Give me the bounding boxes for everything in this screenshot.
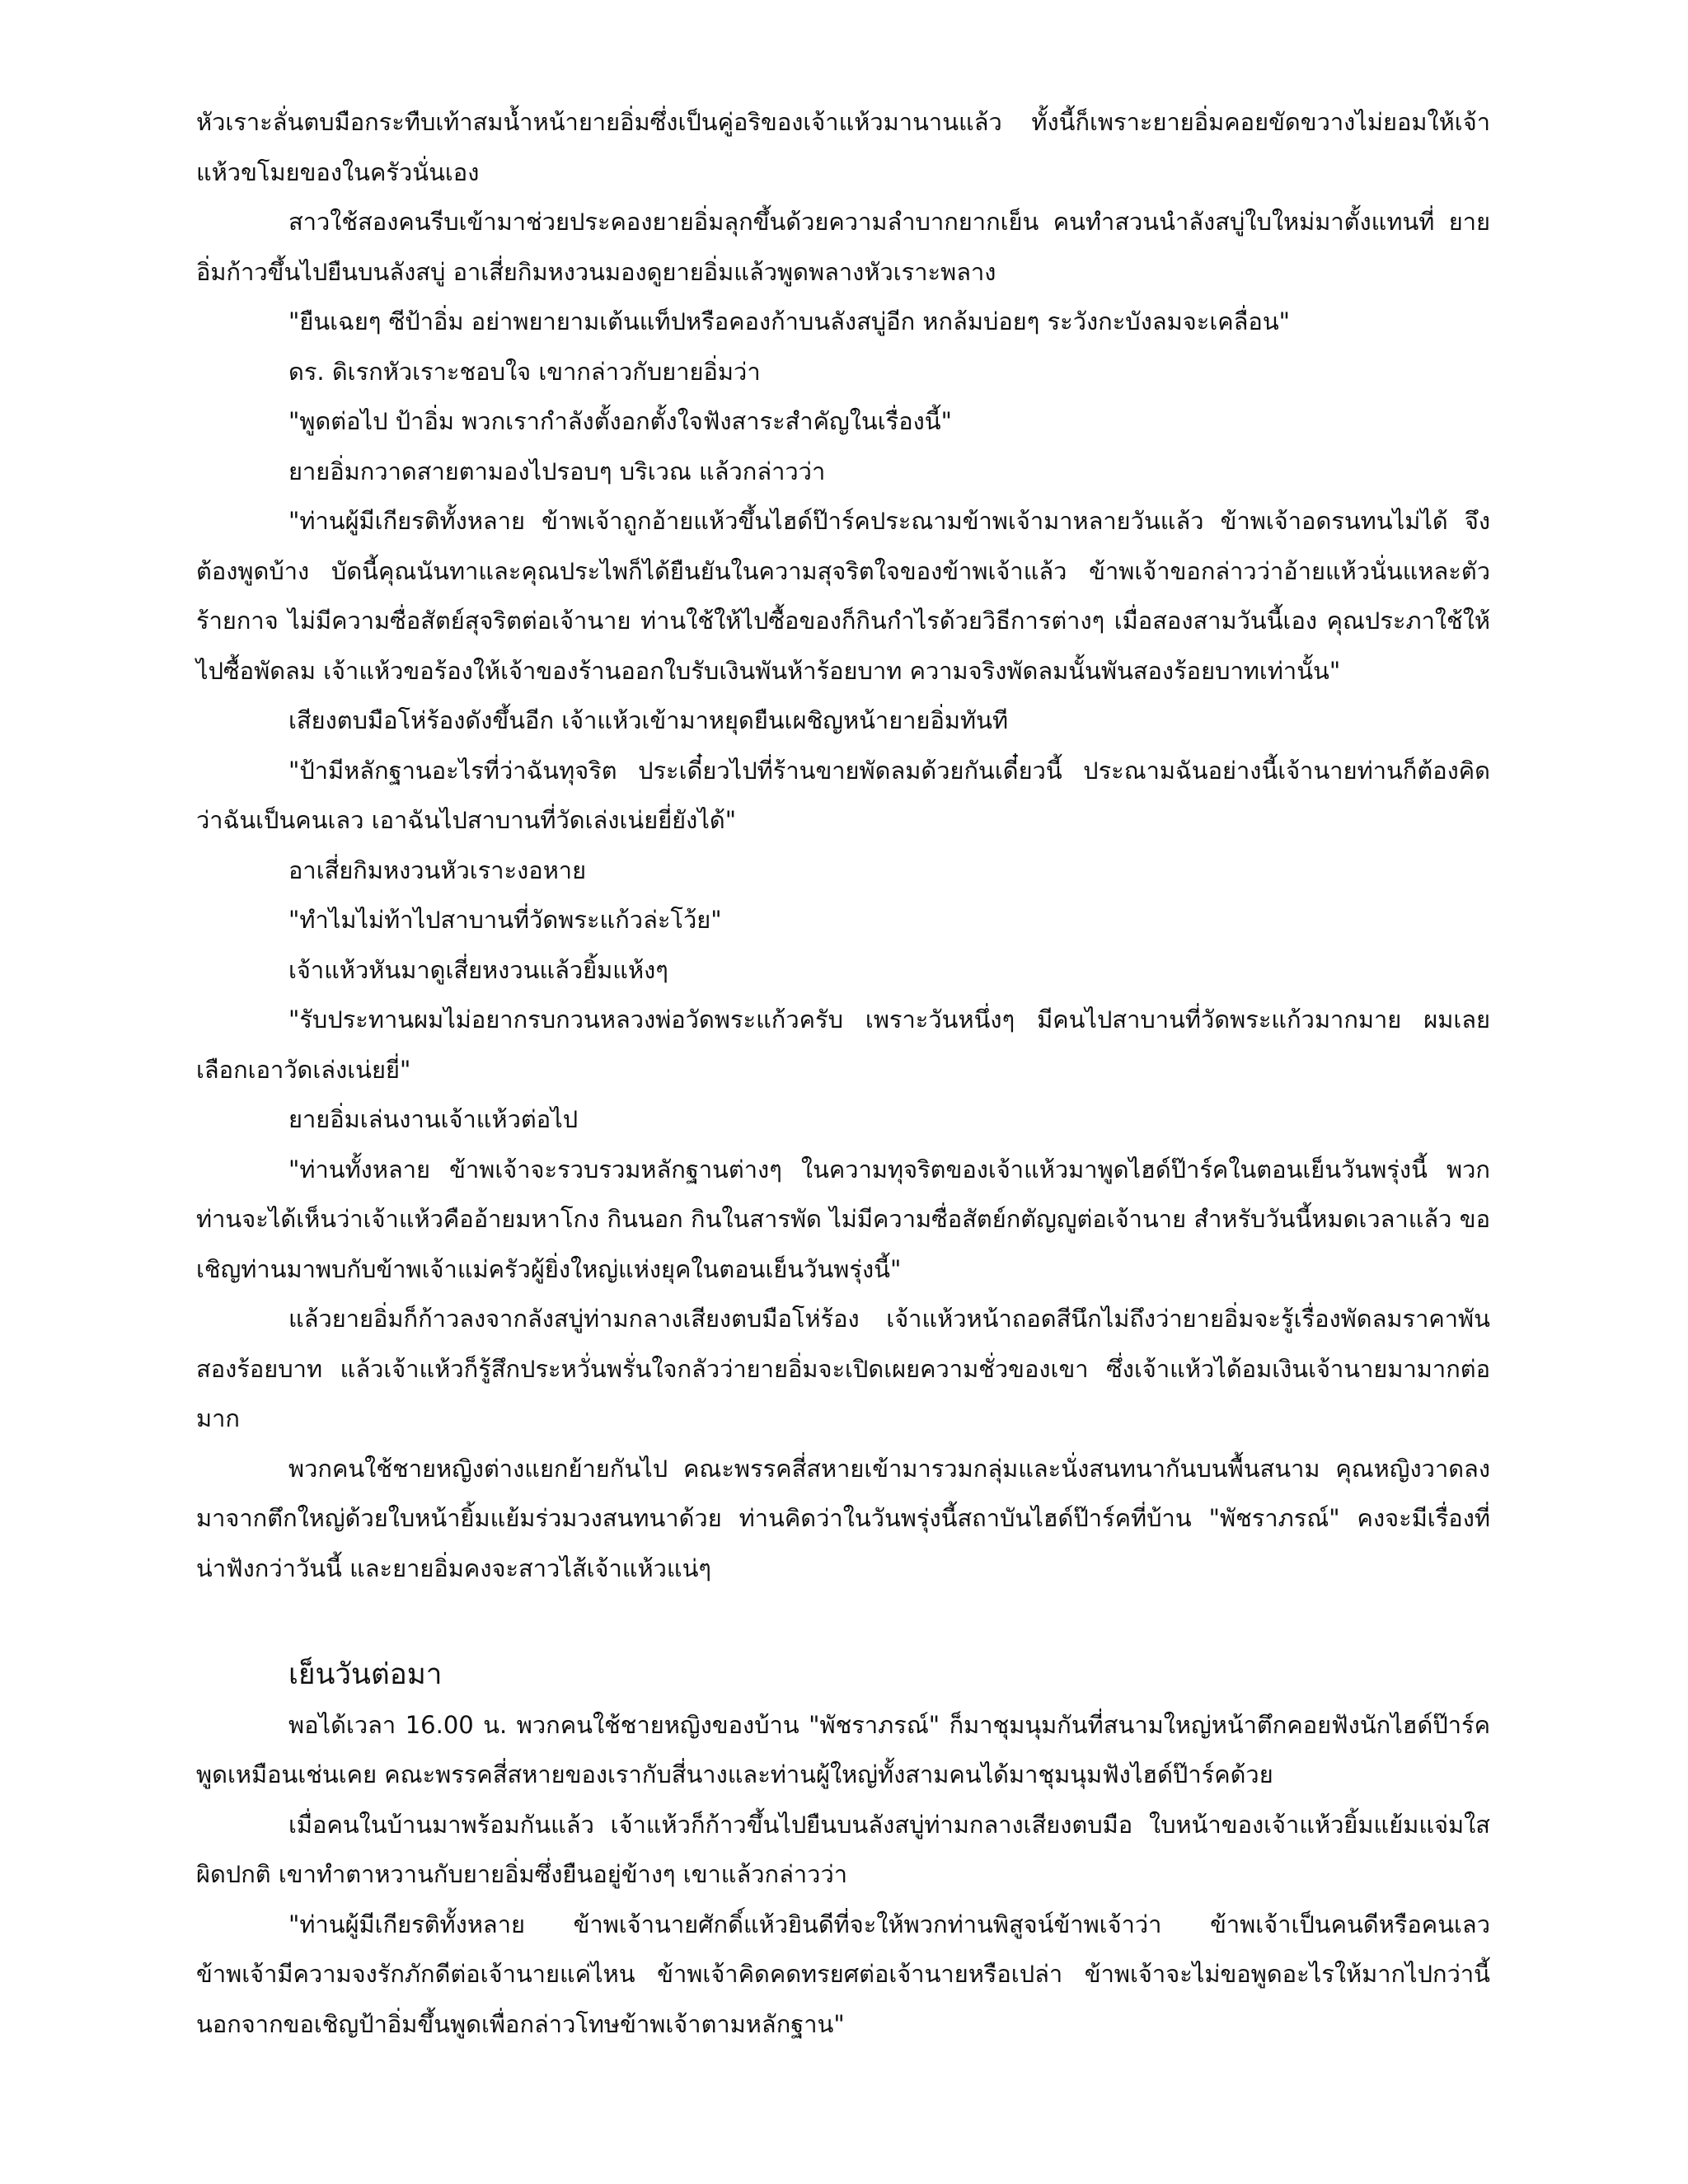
paragraph: เมื่อคนในบ้านมาพร้อมกันแล้ว เจ้าแห้วก็ก้าวขึ้นไปยืนบนลังสบู่ท่ามกลางเสียงตบมือ ใบหน้าของเจ้าแห้วยิ้มแย้มแจ่มใสผิดปกติ เขาทำตาหวานกับยายอิ่มซึ่งยืนอยู่ข้างๆ เขาแล้วกล่าวว่า: [196, 1810, 1490, 1888]
paragraph: "รับประทานผมไม่อยากรบกวนหลวงพ่อวัดพระแก้วครับ เพราะวันหนึ่งๆ มีคนไปสาบานที่วัดพระแก้วมากมาย ผมเลยเลือกเอาวัดเล่งเน่ยยี่": [196, 1005, 1490, 1084]
paragraph: ดร. ดิเรกหัวเราะชอบใจ เขากล่าวกับยายอิ่มว่า: [288, 357, 761, 386]
paragraph: ยายอิ่มกวาดสายตามองไปรอบๆ บริเวณ แล้วกล่าวว่า: [288, 457, 826, 485]
paragraph: หัวเราะลั่นตบมือกระทืบเท้าสมน้ำหน้ายายอิ่มซึ่งเป็นคู่อริของเจ้าแห้วมานานแล้ว ทั้งนี้ก็เพราะยายอิ่มคอยขัดขวางไม่ยอมให้เจ้าแห้วขโมยของในครัวนั่นเอง: [196, 108, 1490, 186]
paragraph: เจ้าแห้วหันมาดูเสี่ยหงวนแล้วยิ้มแห้งๆ: [288, 955, 668, 984]
paragraph: "พูดต่อไป ป้าอิ่ม พวกเรากำลังตั้งอกตั้งใจฟังสาระสำคัญในเรื่องนี้": [288, 407, 952, 435]
paragraph: "ทำไมไม่ท้าไปสาบานที่วัดพระแก้วล่ะโว้ย": [288, 906, 722, 934]
paragraph: "ยืนเฉยๆ ซีป้าอิ่ม อย่าพยายามเต้นแท็ปหรือคองก้าบนลังสบู่อีก หกล้มบ่อยๆ ระวังกะบังลมจะเคลื่อน": [288, 307, 1290, 335]
story-body-before: [196, 97, 1490, 1593]
paragraph: เสียงตบมือโห่ร้องดังขึ้นอีก เจ้าแห้วเข้ามาหยุดยืนเผชิญหน้ายายอิ่มทันที: [288, 706, 1009, 734]
document-page: [196, 97, 1490, 2049]
paragraph: แล้วยายอิ่มก็ก้าวลงจากลังสบู่ท่ามกลางเสียงตบมือโห่ร้อง เจ้าแห้วหน้าถอดสีนึกไม่ถึงว่ายายอิ่มจะรู้เรื่องพัดลมราคาพันสองร้อยบาท แล้วเจ้าแห้วก็รู้สึกประหวั่นพรั่นใจกลัวว่ายายอิ่มจะเปิดเผยความชั่วของเขา ซึ่งเจ้าแห้วได้อมเงินเจ้านายมามากต่อมาก: [196, 1305, 1490, 1432]
paragraph: "ท่านผู้มีเกียรติทั้งหลาย ข้าพเจ้าถูกอ้ายแห้วขึ้นไฮด์ป๊าร์คประณามข้าพเจ้ามาหลายวันแล้ว ข้าพเจ้าอดรนทนไม่ได้ จึงต้องพูดบ้าง บัดนี้คุณนันทาและคุณประไพก็ได้ยืนยันในความสุจริตใจของข้าพเจ้าแล้ว ข้าพเจ้าขอกล่าวว่าอ้ายแห้วนั่นแหละตัวร้ายกาจ ไม่มีความซื่อสัตย์สุจริตต่อเจ้านาย ท่านใช้ให้ไปซื้อของก็กินกำไรด้วยวิธีการต่างๆ เมื่อสองสามวันนี้เอง คุณประภาใช้ให้ไปซื้อพัดลม เจ้าแห้วขอร้องให้เจ้าของร้านออกใบรับเงินพันห้าร้อยบาท ความจริงพัดลมนั้นพันสองร้อยบาทเท่านั้น": [196, 507, 1490, 685]
paragraph: ยายอิ่มเล่นงานเจ้าแห้วต่อไป: [288, 1105, 579, 1133]
paragraph: สาวใช้สองคนรีบเข้ามาช่วยประคองยายอิ่มลุกขึ้นด้วยความลำบากยากเย็น คนทำสวนนำลังสบู่ใบใหม่มาตั้งแทนที่ ยายอิ่มก้าวขึ้นไปยืนบนลังสบู่ อาเสี่ยกิมหงวนมองดูยายอิ่มแล้วพูดพลางหัวเราะพลาง: [196, 208, 1490, 286]
paragraph: อาเสี่ยกิมหงวนหัวเราะงอหาย: [288, 855, 587, 884]
paragraph: พอได้เวลา 16.00 น. พวกคนใช้ชายหญิงของบ้าน "พัชราภรณ์" ก็มาชุมนุมกันที่สนามใหญ่หน้าตึกคอยฟังนักไฮด์ป๊าร์คพูดเหมือนเช่นเคย คณะพรรคสี่สหายของเรากับสี่นางและท่านผู้ใหญ่ทั้งสามคนได้มาชุมนุมฟังไฮด์ป๊าร์คด้วย: [196, 1710, 1490, 1788]
paragraph: "ท่านผู้มีเกียรติทั้งหลาย ข้าพเจ้านายศักดิ์แห้วยินดีที่จะให้พวกท่านพิสูจน์ข้าพเจ้าว่า ข้าพเจ้าเป็นคนดีหรือคนเลว ข้าพเจ้ามีความจงรักภักดีต่อเจ้านายแค่ไหน ข้าพเจ้าคิดคดทรยศต่อเจ้านายหรือเปล่า ข้าพเจ้าจะไม่ขอพูดอะไรให้มากไปกว่านี้ นอกจากขอเชิญป้าอิ่มขึ้นพูดเพื่อกล่าวโทษข้าพเจ้าตามหลักฐาน": [196, 1910, 1490, 2038]
paragraph: พวกคนใช้ชายหญิงต่างแยกย้ายกันไป คณะพรรคสี่สหายเข้ามารวมกลุ่มและนั่งสนทนากันบนพื้นสนาม คุณหญิงวาดลงมาจากตึกใหญ่ด้วยใบหน้ายิ้มแย้มร่วมวงสนทนาด้วย ท่านคิดว่าในวันพรุ่งนี้สถาบันไฮด์ป๊าร์คที่บ้าน "พัชราภรณ์" คงจะมีเรื่องที่น่าฟังกว่าวันนี้ และยายอิ่มคงจะสาวไส้เจ้าแห้วแน่ๆ: [196, 1454, 1490, 1582]
paragraph: "ป้ามีหลักฐานอะไรที่ว่าฉันทุจริต ประเดี๋ยวไปที่ร้านขายพัดลมด้วยกันเดี๋ยวนี้ ประณามฉันอย่างนี้เจ้านายท่านก็ต้องคิดว่าฉันเป็นคนเลว เอาฉันไปสาบานที่วัดเล่งเน่ยยี่ยังได้": [196, 756, 1490, 834]
story-body-after: [196, 1700, 1490, 2050]
section-heading: เย็นวันต่อมา: [288, 1658, 443, 1691]
paragraph: "ท่านทั้งหลาย ข้าพเจ้าจะรวบรวมหลักฐานต่างๆ ในความทุจริตของเจ้าแห้วมาพูดไฮด์ป๊าร์คในตอนเย็นวันพรุ่งนี้ พวกท่านจะได้เห็นว่าเจ้าแห้วคืออ้ายมหาโกง กินนอก กินในสารพัด ไม่มีความซื่อสัตย์กตัญญูต่อเจ้านาย สำหรับวันนี้หมดเวลาแล้ว ขอเชิญท่านมาพบกับข้าพเจ้าแม่ครัวผู้ยิ่งใหญ่แห่งยุคในตอนเย็นวันพรุ่งนี้": [196, 1155, 1490, 1283]
